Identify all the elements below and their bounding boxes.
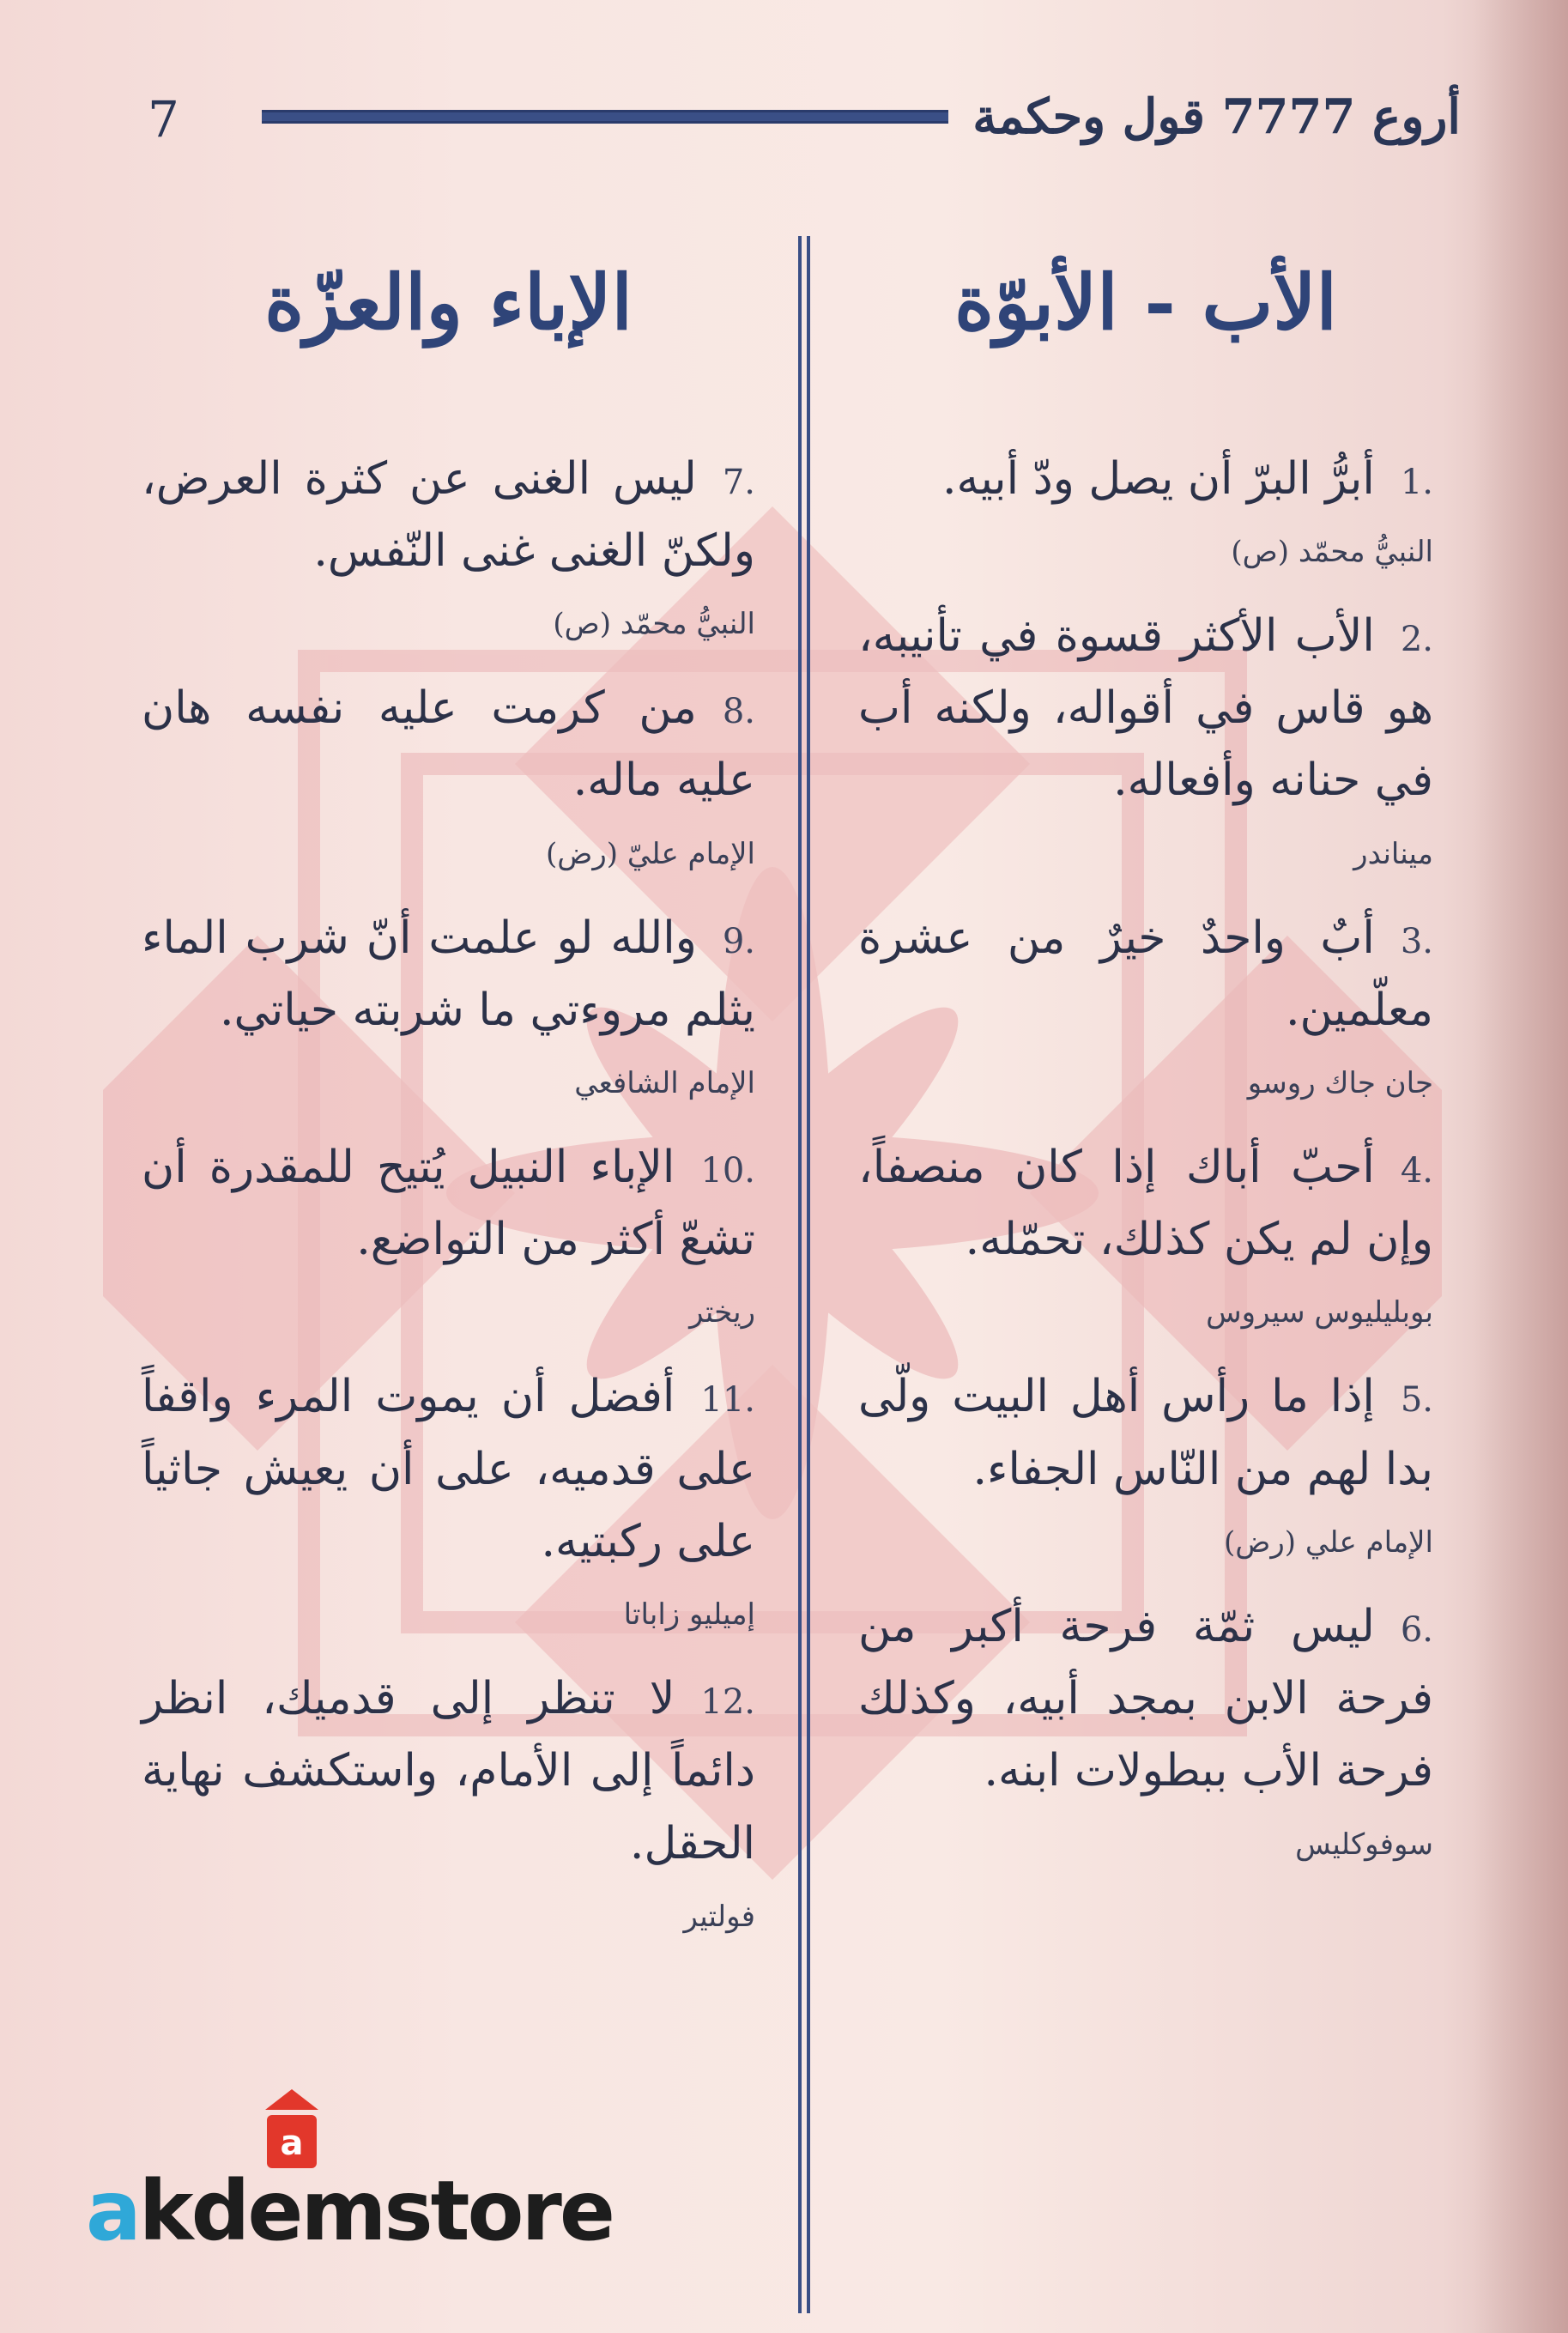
akdemstore-logo-text: akdemstore — [86, 2163, 613, 2259]
page-header — [0, 82, 1568, 159]
quote-text — [858, 1591, 1433, 1808]
quote-body: أحبّ أباك إذا كان منصفاً، وإن لم يكن كذلك، تحمّله. — [858, 1142, 1433, 1266]
quote-text — [858, 1131, 1433, 1276]
quote-text — [142, 1663, 755, 1880]
quote-entry — [858, 600, 1433, 876]
quote-text — [142, 902, 755, 1046]
quote-author: النبيُّ محمّد (ص) — [1231, 534, 1433, 569]
quote-body: أفضل أن يموت المرء واقفاً على قدميه، على أن يعيش جاثياً على ركبتيه. — [142, 1371, 755, 1567]
section-title-father: الأب - الأبوّة — [954, 258, 1337, 347]
quote-author: فولتير — [683, 1899, 755, 1934]
quote-text — [858, 1360, 1433, 1505]
quote-number: .1 — [1400, 462, 1433, 502]
quote-body: أبٌ واحدٌ خيرٌ من عشرة معلّمين. — [858, 912, 1433, 1036]
quote-author: ريختر — [689, 1295, 755, 1330]
quote-number: .11 — [700, 1380, 755, 1421]
left-column — [142, 258, 755, 1965]
quote-entry — [858, 1131, 1433, 1335]
quote-entry — [142, 1131, 755, 1335]
quote-body: من كرمت عليه نفسه هان عليه ماله. — [142, 682, 755, 807]
quote-number: .5 — [1400, 1380, 1433, 1421]
quote-entry — [142, 1663, 755, 1939]
quote-body: أبرُّ البرّ أن يصل ودّ أبيه. — [942, 452, 1375, 505]
header-rule — [262, 110, 948, 124]
quote-number: .9 — [722, 921, 755, 961]
quote-body: الأب الأكثر قسوة في تأنيبه، هو قاس في أقواله، ولكنه أب في حنانه وأفعاله. — [858, 609, 1433, 807]
quote-text — [142, 1360, 755, 1578]
quote-body: الإباء النبيل يُتيح للمقدرة أن تشعّ أكثر من التواضع. — [142, 1142, 755, 1266]
quote-text — [142, 443, 755, 587]
quote-author: ميناندر — [1353, 836, 1433, 871]
svg-text:a: a — [280, 2124, 304, 2163]
quote-number: .12 — [700, 1682, 755, 1723]
quote-author: جان جاك روسو — [1247, 1066, 1433, 1100]
quote-entry — [142, 902, 755, 1106]
page-number: 7 — [148, 90, 179, 148]
book-cart-icon — [262, 2086, 322, 2172]
quote-number: .8 — [722, 692, 755, 732]
quote-entry — [142, 1360, 755, 1637]
quote-body: إذا ما رأس أهل البيت ولّى بدا لهم من النّاس الجفاء. — [858, 1371, 1433, 1495]
quote-text — [142, 1131, 755, 1276]
quote-entry — [142, 443, 755, 646]
section-title-pride: الإباء والعزّة — [264, 258, 633, 347]
quote-body: ليس ثمّة فرحة أكبر من فرحة الابن بمجد أبيه، وكذلك فرحة الأب ببطولات ابنه. — [858, 1600, 1433, 1797]
quote-number: .3 — [1400, 921, 1433, 961]
quote-body: والله لو علمت أنّ شرب الماء يثلم مروءتي ما شربته حياتي. — [142, 912, 755, 1036]
quote-text — [858, 443, 1433, 515]
quote-author: الإمام عليّ (رض) — [545, 836, 755, 871]
quote-author: سوفوكليس — [1295, 1827, 1433, 1862]
quote-entry — [858, 443, 1433, 574]
quote-number: .2 — [1400, 619, 1433, 659]
quote-entry — [858, 902, 1433, 1106]
right-column — [858, 258, 1433, 1893]
quote-number: .6 — [1400, 1609, 1433, 1650]
quote-author: بوبليليوس سيروس — [1206, 1295, 1433, 1330]
column-divider — [798, 236, 810, 2313]
quote-number: .7 — [722, 462, 755, 502]
book-title: أروع 7777 قول وحكمة — [972, 88, 1461, 145]
akdemstore-watermark — [86, 2086, 613, 2275]
quote-number: .4 — [1400, 1151, 1433, 1191]
quote-author: النبيُّ محمّد (ص) — [553, 607, 755, 642]
quote-body: لا تنظر إلى قدميك، انظر دائماً إلى الأمام، واستكشف نهاية الحقل. — [142, 1673, 755, 1869]
quote-text — [142, 672, 755, 816]
quote-author: الإمام الشافعي — [574, 1066, 755, 1100]
spine-shadow — [1474, 0, 1568, 2333]
quote-text — [858, 902, 1433, 1046]
quote-author: الإمام علي (رض) — [1223, 1524, 1433, 1560]
quote-entry — [858, 1360, 1433, 1564]
quote-entry — [858, 1591, 1433, 1867]
quote-number: .10 — [700, 1151, 755, 1191]
quote-author: إميليو زاباتا — [623, 1597, 755, 1633]
quote-entry — [142, 672, 755, 876]
quote-body: ليس الغنى عن كثرة العرض، ولكنّ الغنى غنى النّفس. — [142, 452, 755, 577]
quote-text — [858, 600, 1433, 817]
